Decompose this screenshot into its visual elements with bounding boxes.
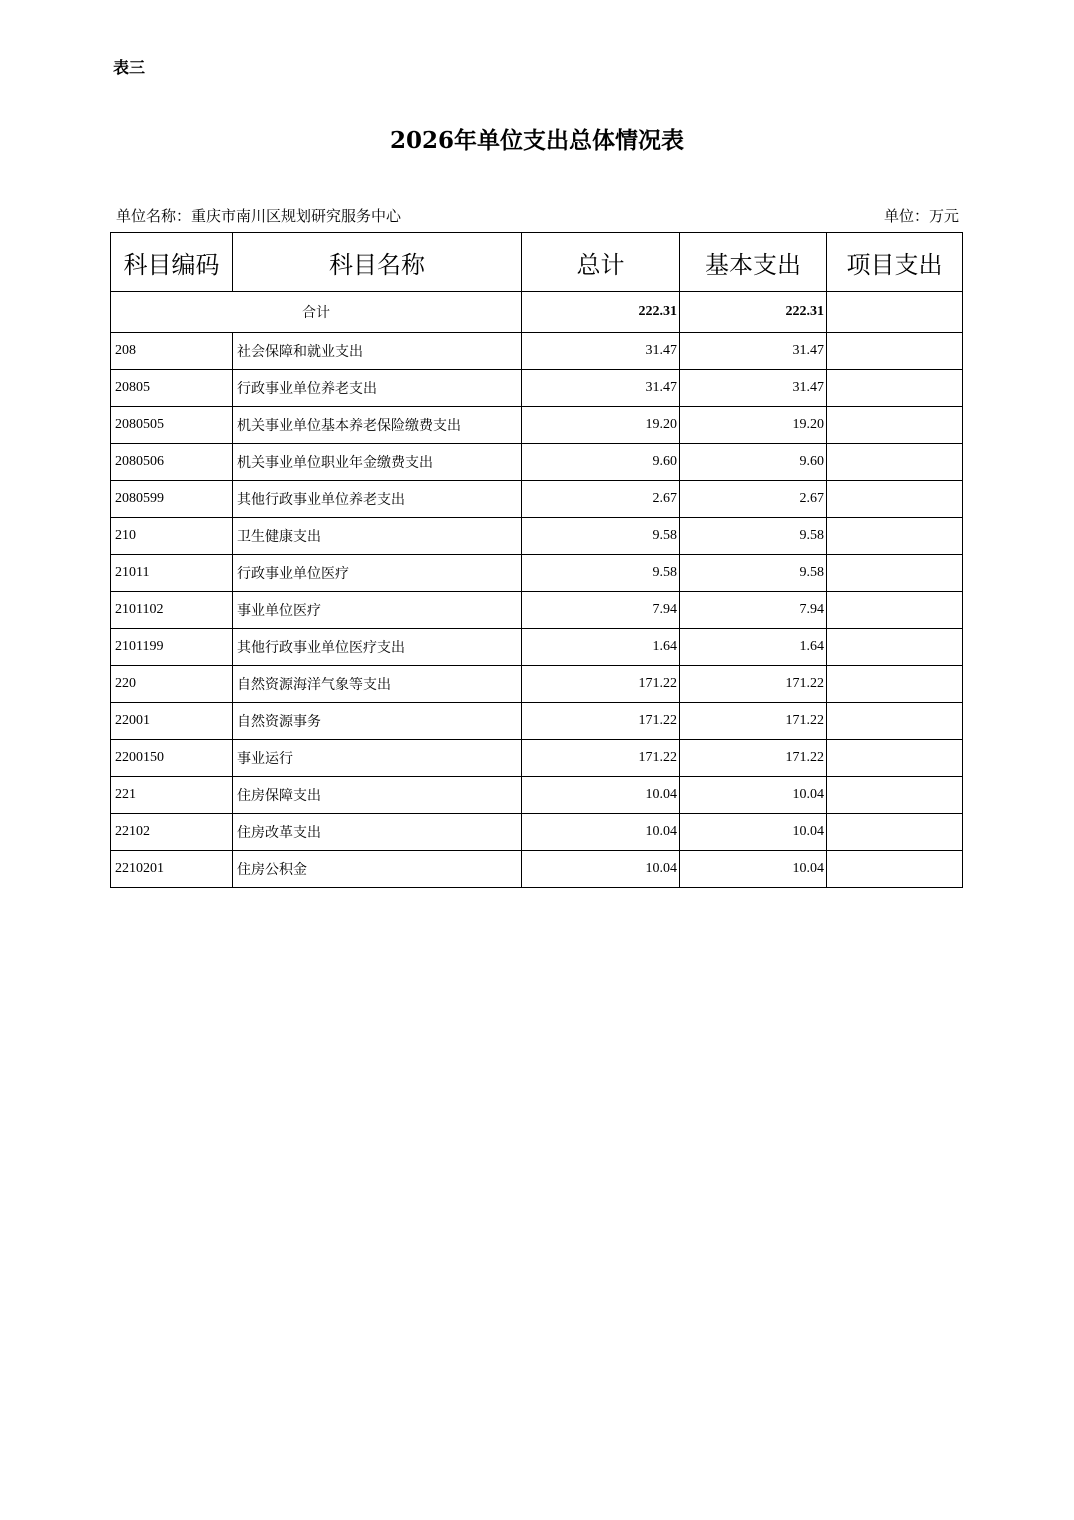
- table-row: [111, 851, 963, 888]
- row-name: 其他行政事业单位养老支出: [233, 481, 522, 518]
- row-name: 社会保障和就业支出: [233, 333, 522, 370]
- total-row: [111, 292, 963, 333]
- table-row: [111, 629, 963, 666]
- row-basic: 171.22: [680, 703, 827, 740]
- table-row: [111, 703, 963, 740]
- row-basic: 31.47: [680, 333, 827, 370]
- row-name: 事业运行: [233, 740, 522, 777]
- total-project: [827, 292, 963, 333]
- form-number: 表三: [113, 58, 146, 77]
- row-name: 自然资源海洋气象等支出: [233, 666, 522, 703]
- row-total: 19.20: [522, 407, 680, 444]
- row-name: 机关事业单位基本养老保险缴费支出: [233, 407, 522, 444]
- header-name: 科目名称: [233, 233, 522, 292]
- table-header-row: [111, 233, 963, 292]
- row-name: 住房改革支出: [233, 814, 522, 851]
- row-basic: 31.47: [680, 370, 827, 407]
- row-project: [827, 740, 963, 777]
- page-title: 2026年单位支出总体情况表: [389, 127, 684, 154]
- currency-unit: 单位：万元: [883, 207, 959, 225]
- row-name: 行政事业单位医疗: [233, 555, 522, 592]
- row-code: 221: [111, 777, 233, 814]
- row-code: 2210201: [111, 851, 233, 888]
- row-code: 20805: [111, 370, 233, 407]
- row-project: [827, 333, 963, 370]
- row-total: 9.58: [522, 518, 680, 555]
- row-name: 卫生健康支出: [233, 518, 522, 555]
- row-name: 住房保障支出: [233, 777, 522, 814]
- row-code: 210: [111, 518, 233, 555]
- table-row: [111, 444, 963, 481]
- header-basic: 基本支出: [680, 233, 827, 292]
- row-total: 7.94: [522, 592, 680, 629]
- row-code: 2101102: [111, 592, 233, 629]
- row-project: [827, 777, 963, 814]
- row-project: [827, 814, 963, 851]
- row-project: [827, 518, 963, 555]
- row-code: 208: [111, 333, 233, 370]
- row-total: 10.04: [522, 814, 680, 851]
- row-name: 住房公积金: [233, 851, 522, 888]
- row-basic: 1.64: [680, 629, 827, 666]
- row-basic: 171.22: [680, 666, 827, 703]
- row-project: [827, 407, 963, 444]
- row-code: 2101199: [111, 629, 233, 666]
- row-basic: 2.67: [680, 481, 827, 518]
- row-total: 31.47: [522, 333, 680, 370]
- row-basic: 171.22: [680, 740, 827, 777]
- row-basic: 9.58: [680, 518, 827, 555]
- table-row: [111, 333, 963, 370]
- row-project: [827, 481, 963, 518]
- table-row: [111, 814, 963, 851]
- row-project: [827, 703, 963, 740]
- header-project: 项目支出: [827, 233, 963, 292]
- row-total: 10.04: [522, 777, 680, 814]
- row-basic: 9.60: [680, 444, 827, 481]
- row-code: 2200150: [111, 740, 233, 777]
- row-project: [827, 370, 963, 407]
- table-row: [111, 740, 963, 777]
- row-code: 2080599: [111, 481, 233, 518]
- row-basic: 10.04: [680, 851, 827, 888]
- expenditure-table: [110, 232, 963, 888]
- row-project: [827, 592, 963, 629]
- row-name: 行政事业单位养老支出: [233, 370, 522, 407]
- total-basic: 222.31: [680, 292, 827, 333]
- row-total: 171.22: [522, 703, 680, 740]
- row-code: 2080505: [111, 407, 233, 444]
- row-code: 22102: [111, 814, 233, 851]
- row-total: 10.04: [522, 851, 680, 888]
- unit-name: 单位名称：重庆市南川区规划研究服务中心: [116, 207, 402, 225]
- total-label: 合计: [111, 292, 522, 333]
- table-row: [111, 777, 963, 814]
- table-row: [111, 666, 963, 703]
- table-row: [111, 555, 963, 592]
- row-name: 事业单位医疗: [233, 592, 522, 629]
- row-basic: 19.20: [680, 407, 827, 444]
- row-code: 22001: [111, 703, 233, 740]
- row-basic: 7.94: [680, 592, 827, 629]
- row-total: 9.60: [522, 444, 680, 481]
- row-total: 171.22: [522, 740, 680, 777]
- row-code: 2080506: [111, 444, 233, 481]
- row-project: [827, 851, 963, 888]
- row-name: 自然资源事务: [233, 703, 522, 740]
- table-row: [111, 370, 963, 407]
- row-basic: 10.04: [680, 814, 827, 851]
- row-project: [827, 555, 963, 592]
- row-project: [827, 629, 963, 666]
- row-project: [827, 444, 963, 481]
- row-basic: 9.58: [680, 555, 827, 592]
- row-code: 220: [111, 666, 233, 703]
- header-code: 科目编码: [111, 233, 233, 292]
- row-total: 31.47: [522, 370, 680, 407]
- row-total: 1.64: [522, 629, 680, 666]
- table-row: [111, 481, 963, 518]
- row-total: 2.67: [522, 481, 680, 518]
- table-row: [111, 407, 963, 444]
- row-name: 其他行政事业单位医疗支出: [233, 629, 522, 666]
- total-total: 222.31: [522, 292, 680, 333]
- table-row: [111, 592, 963, 629]
- row-total: 171.22: [522, 666, 680, 703]
- table-row: [111, 518, 963, 555]
- row-total: 9.58: [522, 555, 680, 592]
- row-basic: 10.04: [680, 777, 827, 814]
- row-project: [827, 666, 963, 703]
- header-total: 总计: [522, 233, 680, 292]
- row-code: 21011: [111, 555, 233, 592]
- row-name: 机关事业单位职业年金缴费支出: [233, 444, 522, 481]
